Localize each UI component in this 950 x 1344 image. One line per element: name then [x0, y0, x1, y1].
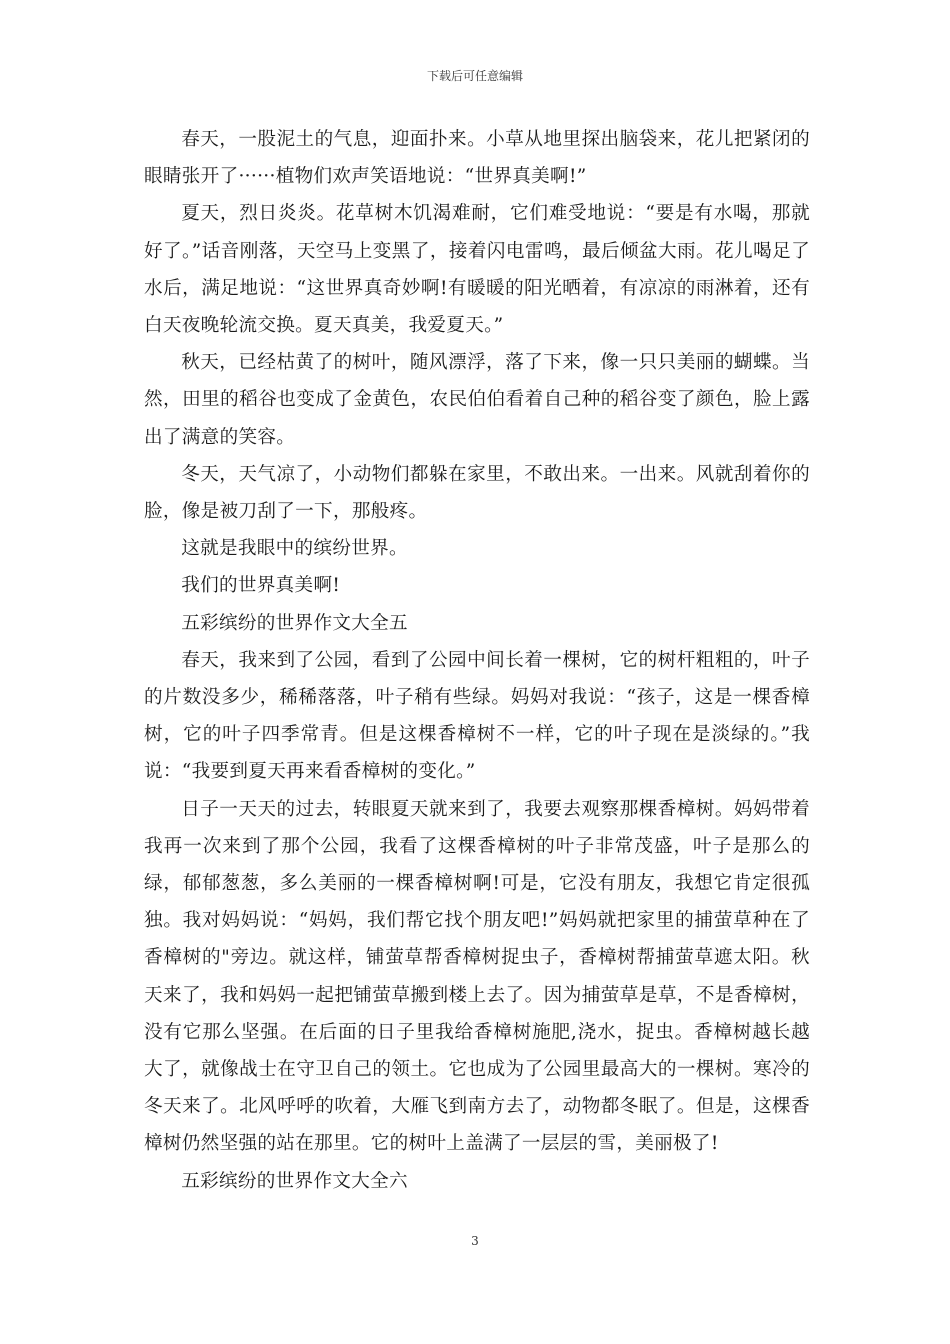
paragraph-closing: 我们的世界真美啊! — [181, 575, 341, 597]
document-body — [144, 121, 810, 1200]
paragraph-summer: 夏天，烈日炎炎。花草树木饥渴难耐，它们难受地说：“要是有水喝，那就好了。”话音刚落，天空马上变黑了，接着闪电雷鸣，最后倾盆大雨。花儿喝足了水后，满足地说：“这世界真奇妙啊!有暖暖的阳光晒着，有凉凉的雨淋着，还有白天夜晚轮流交换。夏天真美，我爱夏天。” — [144, 203, 810, 337]
page-header: 下载后可任意编辑 — [426, 69, 523, 83]
paragraph-summary: 这就是我眼中的缤纷世界。 — [181, 538, 408, 560]
paragraph-spring: 春天，一股泥土的气息，迎面扑来。小草从地里探出脑袋来，花儿把紧闭的眼睛张开了······植物们欢声笑语地说：“世界真美啊!” — [144, 129, 810, 188]
paragraph-camphor-seasons: 日子一天天的过去，转眼夏天就来到了，我要去观察那棵香樟树。妈妈带着我再一次来到了那个公园，我看了这棵香樟树的叶子非常茂盛，叶子是那么的绿，郁郁葱葱，多么美丽的一棵香樟树啊!可是，它没有朋友，我想它肯定很孤独。我对妈妈说：“妈妈，我们帮它找个朋友吧!”妈妈就把家里的捕萤草种在了香樟树的"旁边。就这样，铺萤草帮香樟树捉虫子，香樟树帮捕萤草遮太阳。秋天来了，我和妈妈一起把铺萤草搬到楼上去了。因为捕萤草是草，不是香樟树，没有它那么坚强。在后面的日子里我给香樟树施肥,浇水，捉虫。香樟树越长越大了，就像战士在守卫自己的领土。它也成为了公园里最高大的一棵树。寒冷的冬天来了。北风呼呼的吹着，大雁飞到南方去了，动物都冬眠了。但是，这棵香樟树仍然坚强的站在那里。它的树叶上盖满了一层层的雪，美丽极了! — [144, 798, 810, 1155]
paragraph-winter: 冬天，天气凉了，小动物们都躲在家里，不敢出来。一出来。风就刮着你的脸，像是被刀刮了一下，那般疼。 — [144, 463, 810, 523]
section-title-six: 五彩缤纷的世界作文大全六 — [181, 1170, 408, 1192]
page-number: 3 — [471, 1234, 479, 1248]
paragraph-camphor-spring: 春天，我来到了公园，看到了公园中间长着一棵树，它的树杆粗粗的，叶子的片数没多少，稀稀落落，叶子稍有些绿。妈妈对我说：“孩子，这是一棵香樟树，它的叶子四季常青。但是这棵香樟树不一样，它的叶子现在是淡绿的。”我说：“我要到夏天再来看香樟树的变化。” — [144, 649, 810, 783]
paragraph-autumn: 秋天，已经枯黄了的树叶，随风漂浮，落了下来，像一只只美丽的蝴蝶。当然，田里的稻谷也变成了金黄色，农民伯伯看着自己种的稻谷变了颜色，脸上露出了满意的笑容。 — [144, 352, 810, 448]
section-title-five: 五彩缤纷的世界作文大全五 — [181, 612, 408, 634]
